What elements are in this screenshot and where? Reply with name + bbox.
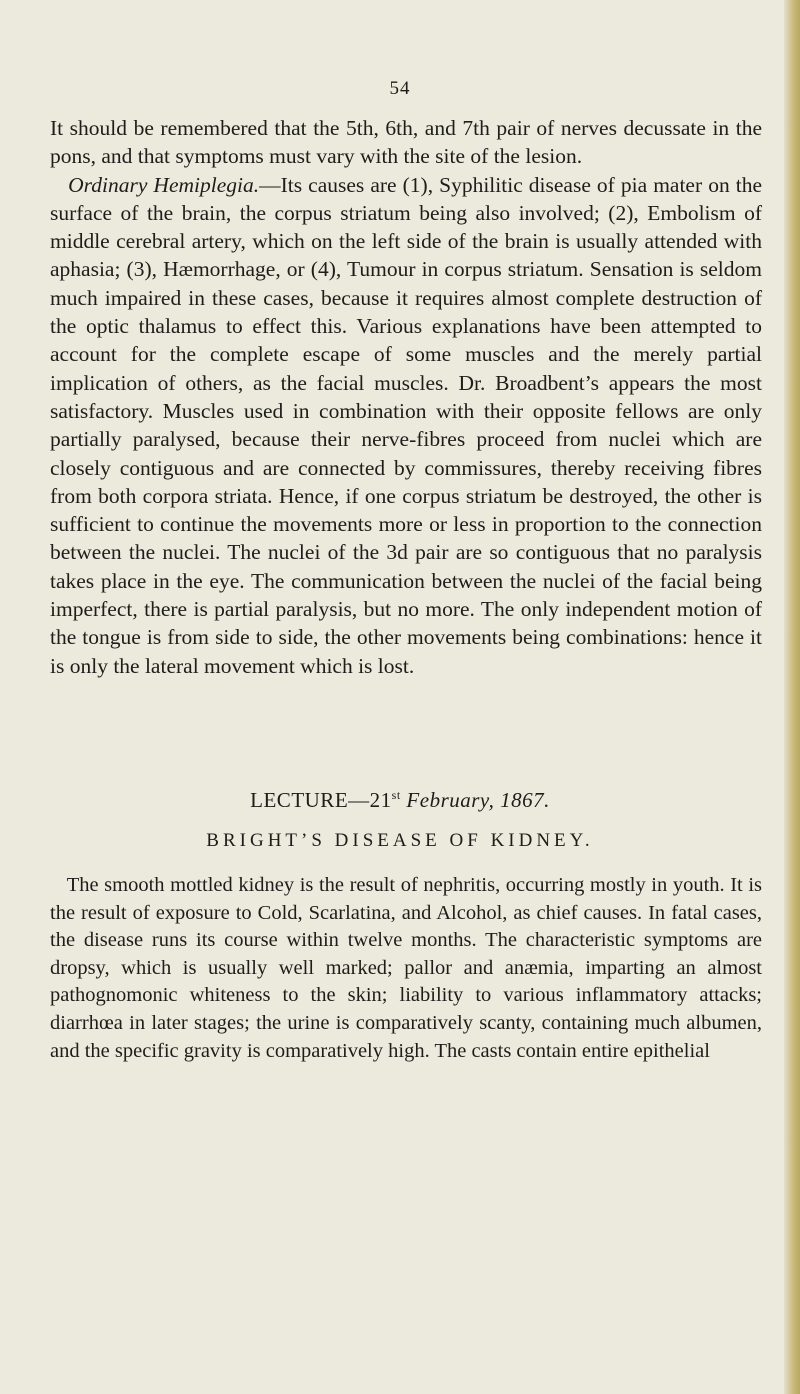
paragraph-2 <box>50 171 762 680</box>
lecture-date: February, 1867. <box>406 788 550 812</box>
paragraph-3 <box>50 872 762 1065</box>
paragraph-2-title: Ordinary Hemiplegia. <box>68 172 260 197</box>
lecture-heading <box>0 788 800 813</box>
page-edge <box>784 0 800 1394</box>
lecture-sup: st <box>391 788 401 802</box>
section-heading: BRIGHT’S DISEASE OF KIDNEY. <box>206 830 594 851</box>
paragraph-3-body: The smooth mottled kidney is the result of nephritis, occurring mostly in youth. It is the result of exposure to Cold, Scarlatina, and Alcohol, as chief causes. In fatal cases, the disease runs its course within twelve months. The characteristic symptoms are dropsy, which is usually well marked; pallor and anæmia, imparting an almost pathognomonic whiteness to the skin; liability to various inflammatory attacks; diarrhœa in later stages; the urine is comparatively scanty, containing much albumen, and the specific gravity is comparatively high. The casts contain entire epithelial <box>50 874 762 1062</box>
paragraph-2-body: —Its causes are (1), Syphilitic disease of pia mater on the surface of the brain, the corpus striatum being also involved; (2), Embolism of middle cerebral artery, which on the left side of the brain is usually attended with aphasia; (3), Hæmorrhage, or (4), Tumour in corpus striatum. Sensation is seldom much impaired in these cases, because it requires almost complete destruction of the optic thalamus to effect this. Various explanations have been attempted to account for the complete escape of some muscles and the merely partial implication of others, as the facial muscles. Dr. Broadbent’s appears the most satisfactory. Muscles used in combination with their opposite fellows are only partially paralysed, because their nerve-fibres proceed from nuclei which are closely contiguous and are connected by commissures, thereby receiving fibres from both corpora striata. Hence, if one corpus striatum be destroyed, the other is sufficient to continue the movements more or less in proportion to the connection between the nuclei. The nuclei of the 3d pair are so contiguous that no paralysis takes place in the eye. The communication between the nuclei of the facial being imperfect, there is partial paralysis, but no more. The only independent motion of the tongue is from side to side, the other movements being combinations: hence it is only the lateral movement which is lost. <box>50 172 763 678</box>
upper-text-block <box>50 114 762 680</box>
page-number: 54 <box>389 78 411 99</box>
lower-text-block <box>50 872 762 1065</box>
lecture-label: LECTURE—21 <box>250 788 392 812</box>
paragraph-1: It should be remembered that the 5th, 6th, and 7th pair of nerves decussate in the pons, and that symptoms must vary with the site of the lesion. <box>50 116 762 169</box>
